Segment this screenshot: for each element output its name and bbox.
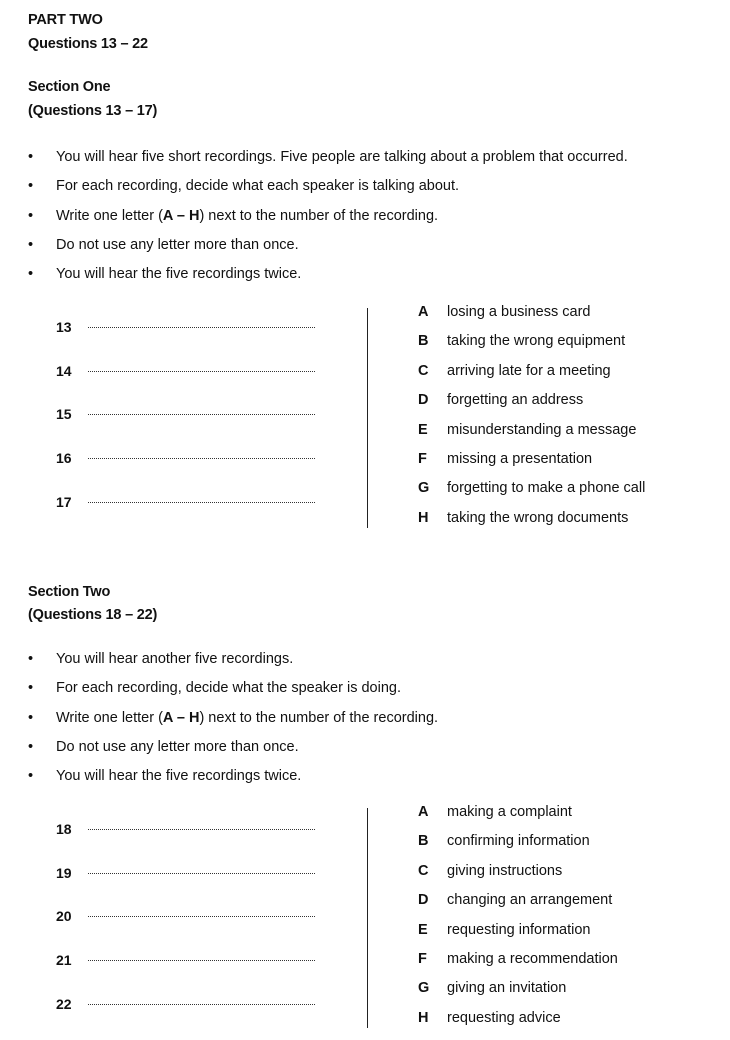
option-letter: H — [418, 509, 429, 526]
option-letter: A — [418, 304, 429, 320]
answer-line[interactable] — [88, 873, 315, 874]
instruction-text-part: You will hear the five recordings twice. — [56, 768, 302, 785]
option-text: forgetting to make a phone call — [447, 480, 646, 497]
option-text: confirming information — [447, 833, 590, 850]
instruction-text — [56, 237, 299, 253]
instruction-text-part: Do not use any letter more than once. — [56, 236, 299, 253]
answer-line[interactable] — [88, 327, 315, 328]
instruction-text — [56, 739, 299, 755]
question-number: 19 — [56, 864, 72, 881]
instruction-text — [56, 651, 293, 667]
bullet-icon: • — [28, 709, 34, 726]
instruction-text-part: You will hear the five recordings twice. — [56, 266, 302, 283]
section-one-title: Section One — [28, 79, 111, 95]
questions-range: Questions 13 – 22 — [28, 36, 148, 52]
option-text: misunderstanding a message — [447, 421, 637, 438]
section-two-divider — [367, 808, 368, 1028]
answer-line[interactable] — [88, 916, 315, 917]
option-letter: D — [418, 892, 429, 909]
part-title: PART TWO — [28, 12, 103, 28]
option-letter: H — [418, 1009, 429, 1026]
bullet-icon: • — [28, 207, 34, 224]
option-text: taking the wrong documents — [447, 509, 629, 526]
bullet-icon: • — [28, 266, 34, 283]
option-letter: C — [418, 862, 429, 879]
question-number: 22 — [56, 995, 72, 1012]
instruction-text-part: For each recording, decide what the speaker is doing. — [56, 680, 401, 697]
instruction-text — [56, 710, 438, 726]
option-letter: B — [418, 333, 429, 350]
instruction-text-part: Write one letter ( — [56, 207, 163, 224]
bullet-icon: • — [28, 149, 34, 165]
option-text: requesting information — [447, 921, 591, 938]
instruction-text-part: You will hear another five recordings. — [56, 651, 294, 667]
instruction-text-part: For each recording, decide what each speaker is talking about. — [56, 178, 460, 195]
question-number: 20 — [56, 908, 72, 925]
option-text: giving an invitation — [447, 980, 567, 997]
instruction-text-part: You will hear five short recordings. Five people are talking about a problem that occurred. — [56, 149, 628, 165]
answer-line[interactable] — [88, 1004, 315, 1005]
section-one-divider — [367, 308, 368, 528]
option-text: giving instructions — [447, 862, 563, 879]
instruction-text — [56, 768, 301, 784]
option-text: arriving late for a meeting — [447, 362, 611, 379]
answer-line[interactable] — [88, 458, 315, 459]
option-letter: F — [418, 451, 427, 467]
option-letter: E — [418, 421, 428, 438]
answer-line[interactable] — [88, 502, 315, 503]
instruction-text — [56, 178, 459, 194]
question-number: 14 — [56, 362, 72, 379]
question-number: 17 — [56, 493, 72, 510]
answer-line[interactable] — [88, 414, 315, 415]
option-text: making a recommendation — [447, 951, 618, 967]
option-text: missing a presentation — [447, 451, 593, 467]
instruction-text — [56, 266, 301, 282]
instruction-text-part: ) next to the number of the recording. — [199, 709, 439, 726]
answer-line[interactable] — [88, 960, 315, 961]
bullet-icon: • — [28, 768, 34, 785]
answer-line[interactable] — [88, 829, 315, 830]
section-two-title: Section Two — [28, 584, 111, 600]
option-text: making a complaint — [447, 804, 572, 820]
option-text: forgetting an address — [447, 392, 584, 409]
option-letter: A — [418, 804, 429, 820]
section-two-range: (Questions 18 – 22) — [28, 607, 158, 623]
bullet-icon: • — [28, 236, 34, 253]
option-letter: G — [418, 480, 430, 497]
instruction-letter-range: A – H — [162, 207, 200, 224]
answer-line[interactable] — [88, 371, 315, 372]
instruction-text — [56, 680, 401, 696]
option-letter: D — [418, 392, 429, 409]
instruction-text-part: ) next to the number of the recording. — [199, 207, 439, 224]
question-number: 18 — [56, 821, 72, 837]
option-letter: B — [418, 833, 429, 850]
instruction-text-part: Do not use any letter more than once. — [56, 738, 299, 755]
section-one-range: (Questions 13 – 17) — [28, 103, 158, 119]
instruction-letter-range: A – H — [162, 709, 200, 726]
instruction-text-part: Write one letter ( — [56, 709, 163, 726]
option-letter: G — [418, 980, 430, 997]
bullet-icon: • — [28, 651, 34, 667]
option-letter: E — [418, 921, 428, 938]
bullet-icon: • — [28, 680, 34, 697]
instruction-text — [56, 208, 438, 224]
bullet-icon: • — [28, 738, 34, 755]
option-text: losing a business card — [447, 304, 591, 320]
option-text: requesting advice — [447, 1009, 561, 1026]
option-text: taking the wrong equipment — [447, 333, 626, 350]
question-number: 13 — [56, 319, 72, 335]
instruction-text — [56, 149, 628, 165]
bullet-icon: • — [28, 178, 34, 195]
option-text: changing an arrangement — [447, 892, 613, 909]
question-number: 16 — [56, 450, 72, 467]
option-letter: F — [418, 951, 427, 967]
option-letter: C — [418, 362, 429, 379]
question-number: 21 — [56, 952, 72, 969]
question-number: 15 — [56, 406, 72, 423]
